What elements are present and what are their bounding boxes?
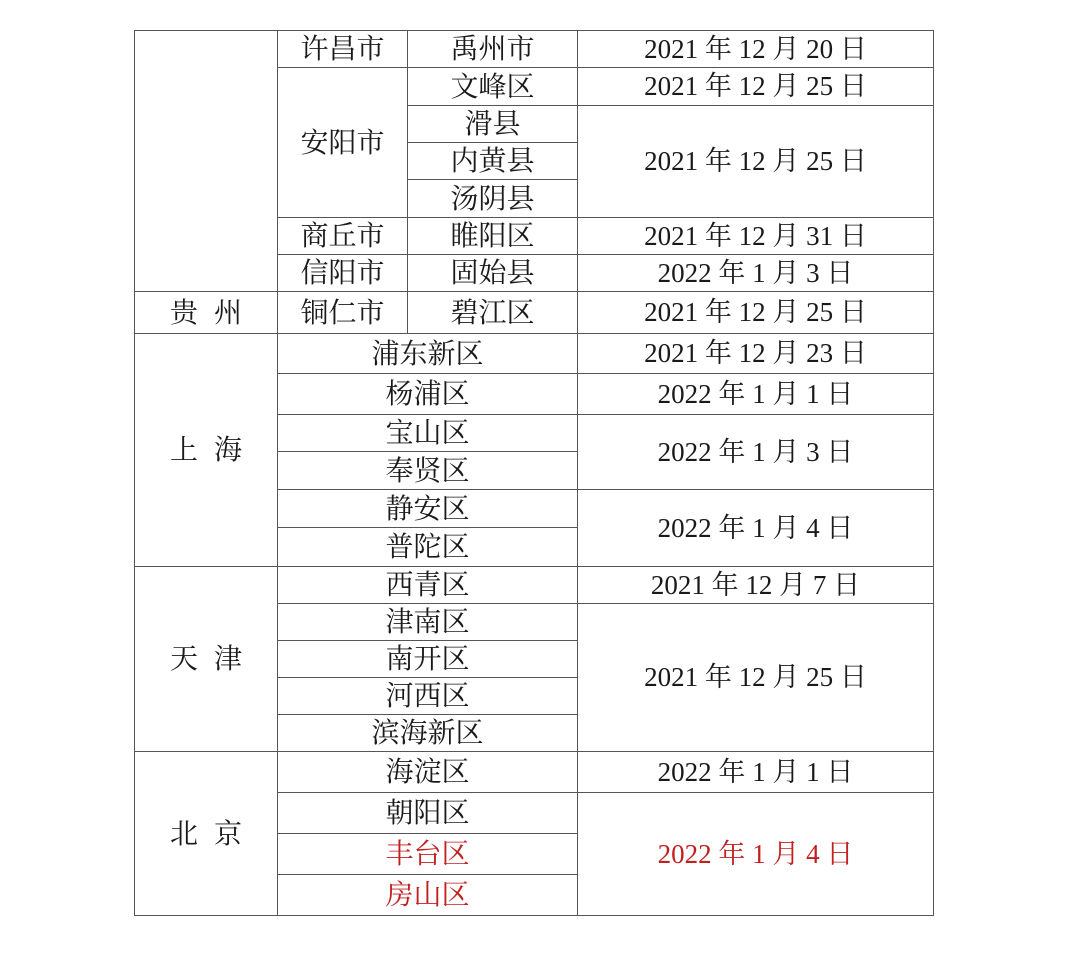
date-cell: 2022 年 1 月 4 日 [578, 490, 934, 567]
district-cell: 滨海新区 [278, 715, 578, 752]
district-cell: 睢阳区 [408, 218, 578, 255]
district-cell: 宝山区 [278, 415, 578, 452]
date-cell: 2022 年 1 月 1 日 [578, 752, 934, 793]
district-cell-highlighted: 丰台区 [278, 834, 578, 875]
district-cell: 固始县 [408, 255, 578, 292]
district-cell: 浦东新区 [278, 334, 578, 374]
district-cell-highlighted: 房山区 [278, 875, 578, 916]
date-cell: 2022 年 1 月 3 日 [578, 415, 934, 490]
district-cell: 文峰区 [408, 68, 578, 106]
district-cell: 河西区 [278, 678, 578, 715]
district-cell: 内黄县 [408, 143, 578, 180]
province-cell: 贵州 [135, 292, 278, 334]
date-cell: 2021 年 12 月 7 日 [578, 567, 934, 604]
district-cell: 汤阴县 [408, 180, 578, 218]
province-cell: 北京 [135, 752, 278, 916]
district-cell: 碧江区 [408, 292, 578, 334]
district-cell: 杨浦区 [278, 374, 578, 415]
city-cell: 商丘市 [278, 218, 408, 255]
date-cell: 2021 年 12 月 31 日 [578, 218, 934, 255]
date-cell: 2021 年 12 月 25 日 [578, 604, 934, 752]
district-cell: 朝阳区 [278, 793, 578, 834]
date-cell: 2022 年 1 月 3 日 [578, 255, 934, 292]
district-cell: 海淀区 [278, 752, 578, 793]
date-cell-highlighted: 2022 年 1 月 4 日 [578, 793, 934, 916]
date-cell: 2021 年 12 月 25 日 [578, 68, 934, 106]
city-cell: 安阳市 [278, 68, 408, 218]
district-cell: 津南区 [278, 604, 578, 641]
district-cell: 奉贤区 [278, 452, 578, 490]
province-cell: 上海 [135, 334, 278, 567]
city-cell: 铜仁市 [278, 292, 408, 334]
district-cell: 西青区 [278, 567, 578, 604]
risk-area-table [134, 30, 934, 916]
district-cell: 南开区 [278, 641, 578, 678]
city-cell: 许昌市 [278, 31, 408, 68]
province-cell-blank [135, 31, 278, 292]
date-cell: 2021 年 12 月 23 日 [578, 334, 934, 374]
district-cell: 滑县 [408, 106, 578, 143]
city-cell: 信阳市 [278, 255, 408, 292]
district-cell: 普陀区 [278, 528, 578, 567]
date-cell: 2022 年 1 月 1 日 [578, 374, 934, 415]
district-cell: 禹州市 [408, 31, 578, 68]
date-cell: 2021 年 12 月 20 日 [578, 31, 934, 68]
district-cell: 静安区 [278, 490, 578, 528]
date-cell: 2021 年 12 月 25 日 [578, 292, 934, 334]
date-cell: 2021 年 12 月 25 日 [578, 106, 934, 218]
province-cell: 天津 [135, 567, 278, 752]
